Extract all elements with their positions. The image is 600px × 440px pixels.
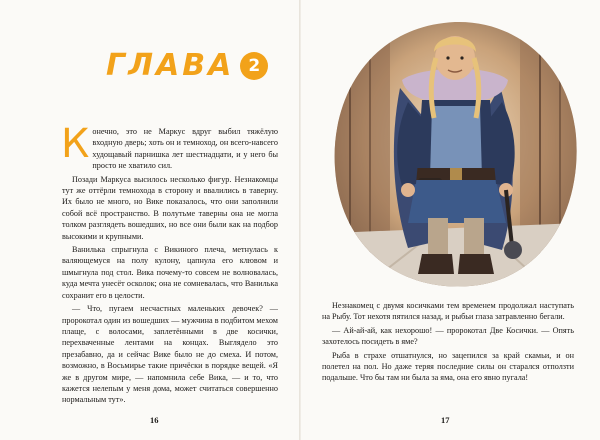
chapter-heading (106, 48, 268, 83)
paragraph-2: Позади Маркуса высилось несколько фигур. Незнакомцы тут же оттёрли темнохода в сторону и ввалились в таверну. Их было не много, но Вике показалось, что они заполнили собой всё пространство. В полутьме таверны она не могла толком разглядеть вошедших, но все они были как на подбор высокими и крупными. (62, 174, 278, 241)
character-illustration (330, 18, 580, 290)
drop-cap: К (61, 121, 90, 167)
right-paragraph-1: Незнакомец с двумя косичками тем временем продолжал наступать на Рыбу. Тот нехотя пятился назад, и рыбьи глаза затравленно бегали. (322, 301, 574, 322)
paragraph-1-text: онечно, это не Маркус вдруг выбил тяжёлую входную дверь; хоть он и темноход, он всего-навсего худощавый парнишка лет шестнадцати, и у него бы просто не хватило сил. (92, 127, 278, 171)
right-paragraph-3: Рыба в страхе отшатнулся, но зацепился за край скамьи, и он полетел на пол. Но даже теряя последние силы он старался отползти подальше. Что бы там ни была за яма, она его явно пугала! (322, 350, 574, 383)
page-gutter (299, 0, 301, 440)
page-number-left: 16 (150, 415, 159, 425)
right-paragraph-2: — Ай-ай-ай, как нехорошо! — пророкотал Две Косички. — Опять захотелось посидеть в яме? (322, 325, 574, 347)
page-number-right: 17 (441, 415, 450, 425)
chapter-word: ГЛАВА (106, 48, 235, 83)
left-page-text (61, 121, 278, 408)
right-page-text (322, 300, 574, 386)
paragraph-3: Ванилька спрыгнула с Викиного плеча, метнулась к валяющемуся на полу кулону, цапнула его клювом и шмыгнула под стол. Вика почему-то совсем не волновалась, куда мечта унесёт осколок; она не сомневалась, что Ванилька сохранит его в целости. (62, 245, 278, 300)
paragraph-1 (61, 121, 278, 172)
paragraph-4: — Что, пугаем несчастных маленьких девочек? — пророкотал один из вошедших — мужчина в подбитом мехом плаще, с волосами, заплетёнными в две косички, перехваченные лентами на концах. Выглядело это презабавно, да и сейчас Вике было не до смеха. И потом, возможно, в Восьмирье такие причёски в порядке вещей. «Я же в другом мире, — напомнила себе Вика, — и то, что кажется нелепым у меня дома, может считаться совершенно нормальным тут». (62, 304, 278, 405)
chapter-number-badge: 2 (240, 52, 268, 80)
